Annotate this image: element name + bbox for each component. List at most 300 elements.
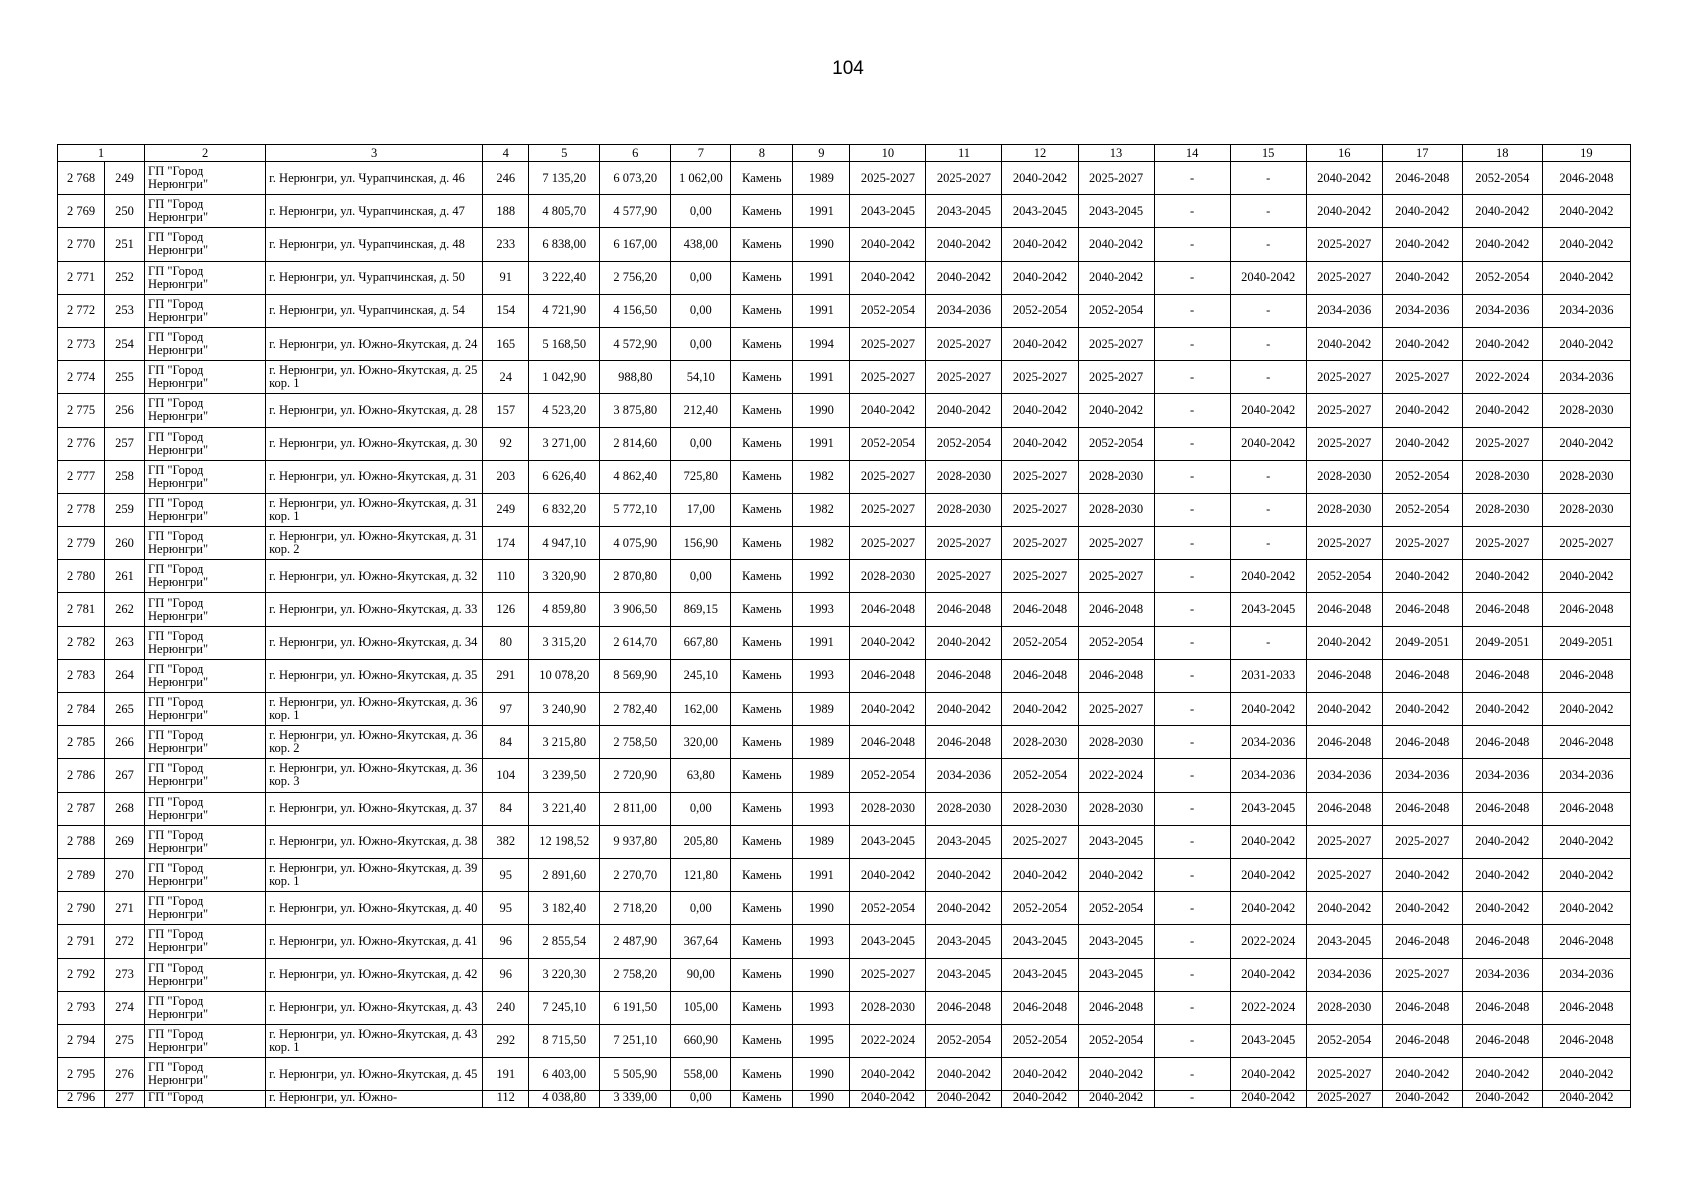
table-row xyxy=(58,394,1631,427)
value-col-7: 0,00 xyxy=(671,1091,731,1108)
value-col-6: 2 614,70 xyxy=(600,626,671,659)
row-number: 2 781 xyxy=(58,593,105,626)
build-year: 1989 xyxy=(793,726,850,759)
build-year: 1991 xyxy=(793,361,850,394)
value-col-5: 4 038,80 xyxy=(529,1091,600,1108)
build-year: 1991 xyxy=(793,261,850,294)
period-col-12: 2025-2027 xyxy=(1002,361,1078,394)
period-col-12: 2040-2042 xyxy=(1002,162,1078,195)
address: г. Нерюнгри, ул. Южно-Якутская, д. 45 xyxy=(266,1058,483,1091)
value-col-6: 4 572,90 xyxy=(600,327,671,360)
period-col-15: 2040-2042 xyxy=(1230,560,1306,593)
period-col-18: 2025-2027 xyxy=(1462,427,1542,460)
value-col-5: 3 220,30 xyxy=(529,958,600,991)
row-number: 2 768 xyxy=(58,162,105,195)
object-number: 257 xyxy=(105,427,145,460)
period-col-17: 2040-2042 xyxy=(1382,228,1462,261)
value-col-7: 667,80 xyxy=(671,626,731,659)
row-number: 2 785 xyxy=(58,726,105,759)
period-col-18: 2034-2036 xyxy=(1462,759,1542,792)
address: г. Нерюнгри, ул. Южно-Якутская, д. 24 xyxy=(266,327,483,360)
wall-material: Камень xyxy=(731,427,793,460)
value-col-5: 8 715,50 xyxy=(529,1024,600,1057)
period-col-13: 2040-2042 xyxy=(1078,1058,1154,1091)
period-col-13: 2025-2027 xyxy=(1078,527,1154,560)
period-col-12: 2046-2048 xyxy=(1002,659,1078,692)
object-number: 268 xyxy=(105,792,145,825)
municipality: ГП "Город Нерюнгри" xyxy=(145,162,266,195)
municipality: ГП "Город Нерюнгри" xyxy=(145,958,266,991)
value-col-7: 320,00 xyxy=(671,726,731,759)
value-col-5: 7 135,20 xyxy=(529,162,600,195)
column-header: 17 xyxy=(1382,145,1462,162)
table-row xyxy=(58,693,1631,726)
object-number: 269 xyxy=(105,825,145,858)
period-col-14: - xyxy=(1154,327,1230,360)
period-col-19: 2040-2042 xyxy=(1542,228,1630,261)
address: г. Нерюнгри, ул. Южно-Якутская, д. 36 кор. 2 xyxy=(266,726,483,759)
wall-material: Камень xyxy=(731,527,793,560)
row-number: 2 769 xyxy=(58,195,105,228)
municipality: ГП "Город Нерюнгри" xyxy=(145,394,266,427)
period-col-17: 2034-2036 xyxy=(1382,294,1462,327)
period-col-10: 2028-2030 xyxy=(850,991,926,1024)
period-col-13: 2040-2042 xyxy=(1078,858,1154,891)
period-col-12: 2040-2042 xyxy=(1002,327,1078,360)
municipality: ГП "Город Нерюнгри" xyxy=(145,659,266,692)
address: г. Нерюнгри, ул. Чурапчинская, д. 54 xyxy=(266,294,483,327)
period-col-13: 2046-2048 xyxy=(1078,991,1154,1024)
period-col-10: 2028-2030 xyxy=(850,792,926,825)
period-col-18: 2034-2036 xyxy=(1462,294,1542,327)
period-col-10: 2040-2042 xyxy=(850,1058,926,1091)
period-col-19: 2046-2048 xyxy=(1542,162,1630,195)
wall-material: Камень xyxy=(731,162,793,195)
wall-material: Камень xyxy=(731,1024,793,1057)
value-col-4: 154 xyxy=(483,294,529,327)
address: г. Нерюнгри, ул. Южно-Якутская, д. 31 кор. 1 xyxy=(266,493,483,526)
value-col-5: 4 859,80 xyxy=(529,593,600,626)
period-col-19: 2034-2036 xyxy=(1542,958,1630,991)
value-col-5: 10 078,20 xyxy=(529,659,600,692)
period-col-19: 2025-2027 xyxy=(1542,527,1630,560)
period-col-18: 2022-2024 xyxy=(1462,361,1542,394)
table-row xyxy=(58,792,1631,825)
municipality: ГП "Город Нерюнгри" xyxy=(145,825,266,858)
table-row xyxy=(58,1058,1631,1091)
build-year: 1982 xyxy=(793,527,850,560)
column-header: 10 xyxy=(850,145,926,162)
period-col-19: 2040-2042 xyxy=(1542,261,1630,294)
period-col-18: 2034-2036 xyxy=(1462,958,1542,991)
table-row xyxy=(58,228,1631,261)
address: г. Нерюнгри, ул. Южно-Якутская, д. 38 xyxy=(266,825,483,858)
table-row xyxy=(58,527,1631,560)
address: г. Нерюнгри, ул. Южно-Якутская, д. 42 xyxy=(266,958,483,991)
object-number: 255 xyxy=(105,361,145,394)
municipality: ГП "Город Нерюнгри" xyxy=(145,261,266,294)
period-col-19: 2028-2030 xyxy=(1542,493,1630,526)
period-col-13: 2028-2030 xyxy=(1078,792,1154,825)
value-col-7: 121,80 xyxy=(671,858,731,891)
period-col-17: 2049-2051 xyxy=(1382,626,1462,659)
period-col-15: - xyxy=(1230,294,1306,327)
row-number: 2 792 xyxy=(58,958,105,991)
period-col-16: 2040-2042 xyxy=(1306,327,1382,360)
table-row xyxy=(58,659,1631,692)
object-number: 263 xyxy=(105,626,145,659)
value-col-7: 162,00 xyxy=(671,693,731,726)
period-col-15: - xyxy=(1230,626,1306,659)
value-col-4: 165 xyxy=(483,327,529,360)
period-col-13: 2046-2048 xyxy=(1078,593,1154,626)
period-col-18: 2046-2048 xyxy=(1462,925,1542,958)
period-col-14: - xyxy=(1154,759,1230,792)
period-col-19: 2046-2048 xyxy=(1542,1024,1630,1057)
value-col-6: 2 487,90 xyxy=(600,925,671,958)
table-row xyxy=(58,958,1631,991)
period-col-14: - xyxy=(1154,593,1230,626)
period-col-13: 2052-2054 xyxy=(1078,1024,1154,1057)
row-number: 2 779 xyxy=(58,527,105,560)
build-year: 1992 xyxy=(793,560,850,593)
period-col-17: 2046-2048 xyxy=(1382,1024,1462,1057)
value-col-5: 1 042,90 xyxy=(529,361,600,394)
period-col-12: 2043-2045 xyxy=(1002,195,1078,228)
period-col-18: 2040-2042 xyxy=(1462,1091,1542,1108)
value-col-5: 4 721,90 xyxy=(529,294,600,327)
period-col-10: 2040-2042 xyxy=(850,394,926,427)
table-row xyxy=(58,825,1631,858)
object-number: 266 xyxy=(105,726,145,759)
value-col-5: 7 245,10 xyxy=(529,991,600,1024)
build-year: 1994 xyxy=(793,327,850,360)
period-col-12: 2052-2054 xyxy=(1002,294,1078,327)
build-year: 1993 xyxy=(793,593,850,626)
period-col-19: 2049-2051 xyxy=(1542,626,1630,659)
build-year: 1982 xyxy=(793,493,850,526)
value-col-7: 156,90 xyxy=(671,527,731,560)
wall-material: Камень xyxy=(731,792,793,825)
period-col-13: 2025-2027 xyxy=(1078,693,1154,726)
table-row xyxy=(58,195,1631,228)
value-col-7: 245,10 xyxy=(671,659,731,692)
value-col-4: 24 xyxy=(483,361,529,394)
period-col-16: 2052-2054 xyxy=(1306,560,1382,593)
column-header: 6 xyxy=(600,145,671,162)
municipality: ГП "Город Нерюнгри" xyxy=(145,925,266,958)
column-header: 12 xyxy=(1002,145,1078,162)
object-number: 276 xyxy=(105,1058,145,1091)
period-col-16: 2025-2027 xyxy=(1306,228,1382,261)
build-year: 1991 xyxy=(793,626,850,659)
column-header: 3 xyxy=(266,145,483,162)
period-col-11: 2040-2042 xyxy=(926,1058,1002,1091)
value-col-7: 0,00 xyxy=(671,195,731,228)
period-col-10: 2040-2042 xyxy=(850,1091,926,1108)
period-col-16: 2028-2030 xyxy=(1306,460,1382,493)
period-col-15: 2022-2024 xyxy=(1230,925,1306,958)
period-col-16: 2040-2042 xyxy=(1306,892,1382,925)
build-year: 1990 xyxy=(793,958,850,991)
period-col-16: 2040-2042 xyxy=(1306,693,1382,726)
value-col-7: 0,00 xyxy=(671,892,731,925)
page-number: 104 xyxy=(832,58,864,79)
period-col-14: - xyxy=(1154,858,1230,891)
period-col-11: 2052-2054 xyxy=(926,427,1002,460)
address: г. Нерюнгри, ул. Южно-Якутская, д. 32 xyxy=(266,560,483,593)
table-row xyxy=(58,162,1631,195)
table-row xyxy=(58,1024,1631,1057)
value-col-4: 249 xyxy=(483,493,529,526)
period-col-11: 2034-2036 xyxy=(926,759,1002,792)
period-col-14: - xyxy=(1154,294,1230,327)
address: г. Нерюнгри, ул. Южно-Якутская, д. 37 xyxy=(266,792,483,825)
object-number: 252 xyxy=(105,261,145,294)
value-col-4: 84 xyxy=(483,792,529,825)
wall-material: Камень xyxy=(731,560,793,593)
period-col-11: 2025-2027 xyxy=(926,361,1002,394)
period-col-18: 2049-2051 xyxy=(1462,626,1542,659)
period-col-15: 2031-2033 xyxy=(1230,659,1306,692)
value-col-4: 84 xyxy=(483,726,529,759)
period-col-17: 2046-2048 xyxy=(1382,162,1462,195)
build-year: 1995 xyxy=(793,1024,850,1057)
period-col-10: 2046-2048 xyxy=(850,659,926,692)
build-year: 1991 xyxy=(793,427,850,460)
column-header: 16 xyxy=(1306,145,1382,162)
period-col-13: 2046-2048 xyxy=(1078,659,1154,692)
table-row xyxy=(58,991,1631,1024)
period-col-17: 2040-2042 xyxy=(1382,858,1462,891)
row-number: 2 796 xyxy=(58,1091,105,1108)
period-col-17: 2040-2042 xyxy=(1382,427,1462,460)
value-col-4: 126 xyxy=(483,593,529,626)
object-number: 277 xyxy=(105,1091,145,1108)
period-col-13: 2043-2045 xyxy=(1078,195,1154,228)
period-col-16: 2052-2054 xyxy=(1306,1024,1382,1057)
period-col-15: 2034-2036 xyxy=(1230,759,1306,792)
municipality: ГП "Город Нерюнгри" xyxy=(145,228,266,261)
row-number: 2 783 xyxy=(58,659,105,692)
period-col-11: 2046-2048 xyxy=(926,991,1002,1024)
build-year: 1991 xyxy=(793,858,850,891)
object-number: 258 xyxy=(105,460,145,493)
column-header: 18 xyxy=(1462,145,1542,162)
wall-material: Камень xyxy=(731,261,793,294)
wall-material: Камень xyxy=(731,327,793,360)
table-row xyxy=(58,560,1631,593)
period-col-11: 2043-2045 xyxy=(926,825,1002,858)
row-number: 2 773 xyxy=(58,327,105,360)
period-col-15: - xyxy=(1230,162,1306,195)
value-col-6: 988,80 xyxy=(600,361,671,394)
period-col-10: 2040-2042 xyxy=(850,228,926,261)
value-col-7: 0,00 xyxy=(671,327,731,360)
period-col-14: - xyxy=(1154,1058,1230,1091)
period-col-10: 2025-2027 xyxy=(850,361,926,394)
object-number: 275 xyxy=(105,1024,145,1057)
period-col-16: 2025-2027 xyxy=(1306,858,1382,891)
period-col-17: 2052-2054 xyxy=(1382,460,1462,493)
period-col-18: 2025-2027 xyxy=(1462,527,1542,560)
period-col-15: - xyxy=(1230,195,1306,228)
value-col-7: 869,15 xyxy=(671,593,731,626)
value-col-7: 205,80 xyxy=(671,825,731,858)
build-year: 1989 xyxy=(793,825,850,858)
period-col-17: 2025-2027 xyxy=(1382,361,1462,394)
column-header: 15 xyxy=(1230,145,1306,162)
period-col-18: 2052-2054 xyxy=(1462,261,1542,294)
municipality: ГП "Город xyxy=(145,1091,266,1108)
period-col-10: 2052-2054 xyxy=(850,759,926,792)
wall-material: Камень xyxy=(731,892,793,925)
period-col-13: 2025-2027 xyxy=(1078,327,1154,360)
municipality: ГП "Город Нерюнгри" xyxy=(145,792,266,825)
period-col-10: 2043-2045 xyxy=(850,195,926,228)
column-header: 14 xyxy=(1154,145,1230,162)
period-col-19: 2040-2042 xyxy=(1542,1091,1630,1108)
table-row xyxy=(58,858,1631,891)
value-col-6: 2 758,20 xyxy=(600,958,671,991)
address: г. Нерюнгри, ул. Южно-Якутская, д. 35 xyxy=(266,659,483,692)
value-col-6: 2 811,00 xyxy=(600,792,671,825)
period-col-19: 2028-2030 xyxy=(1542,394,1630,427)
period-col-12: 2028-2030 xyxy=(1002,726,1078,759)
table-body xyxy=(58,162,1631,1108)
address: г. Нерюнгри, ул. Южно-Якутская, д. 33 xyxy=(266,593,483,626)
object-number: 265 xyxy=(105,693,145,726)
row-number: 2 786 xyxy=(58,759,105,792)
value-col-6: 4 862,40 xyxy=(600,460,671,493)
address: г. Нерюнгри, ул. Южно-Якутская, д. 36 кор. 1 xyxy=(266,693,483,726)
period-col-12: 2025-2027 xyxy=(1002,527,1078,560)
period-col-13: 2040-2042 xyxy=(1078,261,1154,294)
period-col-19: 2046-2048 xyxy=(1542,726,1630,759)
build-year: 1990 xyxy=(793,1058,850,1091)
address: г. Нерюнгри, ул. Южно- xyxy=(266,1091,483,1108)
address: г. Нерюнгри, ул. Чурапчинская, д. 48 xyxy=(266,228,483,261)
value-col-6: 2 720,90 xyxy=(600,759,671,792)
value-col-7: 63,80 xyxy=(671,759,731,792)
period-col-12: 2052-2054 xyxy=(1002,892,1078,925)
value-col-4: 188 xyxy=(483,195,529,228)
row-number: 2 771 xyxy=(58,261,105,294)
address: г. Нерюнгри, ул. Южно-Якутская, д. 28 xyxy=(266,394,483,427)
period-col-16: 2025-2027 xyxy=(1306,527,1382,560)
value-col-5: 4 947,10 xyxy=(529,527,600,560)
period-col-14: - xyxy=(1154,427,1230,460)
value-col-7: 90,00 xyxy=(671,958,731,991)
wall-material: Камень xyxy=(731,858,793,891)
period-col-18: 2046-2048 xyxy=(1462,1024,1542,1057)
table-row xyxy=(58,493,1631,526)
period-col-16: 2046-2048 xyxy=(1306,726,1382,759)
column-header: 9 xyxy=(793,145,850,162)
period-col-12: 2028-2030 xyxy=(1002,792,1078,825)
period-col-10: 2052-2054 xyxy=(850,427,926,460)
value-col-4: 80 xyxy=(483,626,529,659)
address: г. Нерюнгри, ул. Южно-Якутская, д. 25 кор. 1 xyxy=(266,361,483,394)
object-number: 273 xyxy=(105,958,145,991)
period-col-18: 2040-2042 xyxy=(1462,560,1542,593)
period-col-17: 2034-2036 xyxy=(1382,759,1462,792)
period-col-17: 2040-2042 xyxy=(1382,1091,1462,1108)
period-col-19: 2040-2042 xyxy=(1542,693,1630,726)
build-year: 1991 xyxy=(793,294,850,327)
object-number: 253 xyxy=(105,294,145,327)
row-number: 2 772 xyxy=(58,294,105,327)
period-col-16: 2034-2036 xyxy=(1306,294,1382,327)
period-col-10: 2052-2054 xyxy=(850,294,926,327)
address: г. Нерюнгри, ул. Южно-Якутская, д. 30 xyxy=(266,427,483,460)
row-number: 2 787 xyxy=(58,792,105,825)
period-col-16: 2046-2048 xyxy=(1306,792,1382,825)
row-number: 2 795 xyxy=(58,1058,105,1091)
period-col-16: 2025-2027 xyxy=(1306,394,1382,427)
municipality: ГП "Город Нерюнгри" xyxy=(145,195,266,228)
address: г. Нерюнгри, ул. Чурапчинская, д. 46 xyxy=(266,162,483,195)
period-col-17: 2046-2048 xyxy=(1382,792,1462,825)
value-col-4: 97 xyxy=(483,693,529,726)
period-col-15: 2040-2042 xyxy=(1230,693,1306,726)
address: г. Нерюнгри, ул. Южно-Якутская, д. 43 xyxy=(266,991,483,1024)
wall-material: Камень xyxy=(731,825,793,858)
value-col-7: 0,00 xyxy=(671,560,731,593)
wall-material: Камень xyxy=(731,493,793,526)
table-row xyxy=(58,892,1631,925)
value-col-5: 3 222,40 xyxy=(529,261,600,294)
period-col-18: 2040-2042 xyxy=(1462,858,1542,891)
period-col-15: 2040-2042 xyxy=(1230,892,1306,925)
build-year: 1989 xyxy=(793,162,850,195)
period-col-18: 2046-2048 xyxy=(1462,726,1542,759)
value-col-5: 5 168,50 xyxy=(529,327,600,360)
period-col-18: 2040-2042 xyxy=(1462,228,1542,261)
period-col-12: 2043-2045 xyxy=(1002,958,1078,991)
period-col-17: 2025-2027 xyxy=(1382,958,1462,991)
period-col-17: 2040-2042 xyxy=(1382,394,1462,427)
row-number: 2 791 xyxy=(58,925,105,958)
value-col-5: 2 855,54 xyxy=(529,925,600,958)
value-col-4: 246 xyxy=(483,162,529,195)
period-col-11: 2040-2042 xyxy=(926,693,1002,726)
value-col-7: 660,90 xyxy=(671,1024,731,1057)
build-year: 1991 xyxy=(793,195,850,228)
period-col-16: 2025-2027 xyxy=(1306,825,1382,858)
value-col-7: 54,10 xyxy=(671,361,731,394)
municipality: ГП "Город Нерюнгри" xyxy=(145,460,266,493)
value-col-6: 2 870,80 xyxy=(600,560,671,593)
value-col-6: 2 756,20 xyxy=(600,261,671,294)
period-col-15: 2043-2045 xyxy=(1230,1024,1306,1057)
value-col-6: 5 505,90 xyxy=(600,1058,671,1091)
column-header: 7 xyxy=(671,145,731,162)
period-col-13: 2028-2030 xyxy=(1078,493,1154,526)
wall-material: Камень xyxy=(731,294,793,327)
value-col-4: 157 xyxy=(483,394,529,427)
period-col-12: 2040-2042 xyxy=(1002,228,1078,261)
period-col-15: - xyxy=(1230,493,1306,526)
address: г. Нерюнгри, ул. Чурапчинская, д. 50 xyxy=(266,261,483,294)
municipality: ГП "Город Нерюнгри" xyxy=(145,593,266,626)
period-col-17: 2040-2042 xyxy=(1382,327,1462,360)
value-col-6: 3 875,80 xyxy=(600,394,671,427)
period-col-12: 2052-2054 xyxy=(1002,626,1078,659)
value-col-5: 3 320,90 xyxy=(529,560,600,593)
table-row xyxy=(58,759,1631,792)
row-number: 2 790 xyxy=(58,892,105,925)
